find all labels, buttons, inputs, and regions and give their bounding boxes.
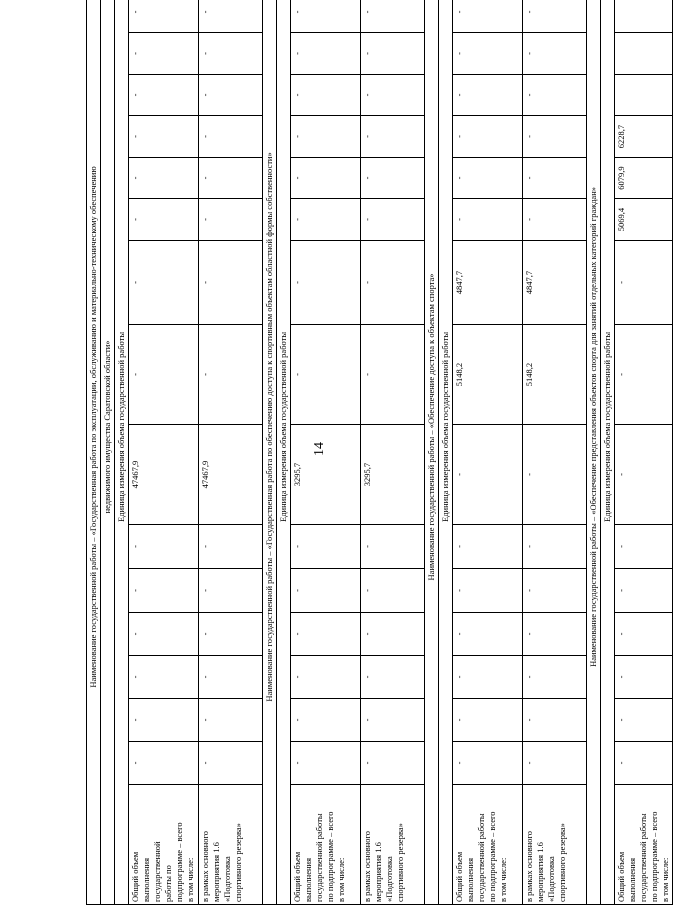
table-row bbox=[361, 0, 425, 905]
value-cell: - bbox=[361, 656, 425, 699]
value-cell: - bbox=[291, 656, 361, 699]
value-cell: - bbox=[453, 569, 523, 613]
value-cell: - bbox=[523, 569, 587, 613]
value-cell: - bbox=[523, 613, 587, 656]
value-cell: - bbox=[291, 116, 361, 158]
value-cell: - bbox=[453, 116, 523, 158]
value-cell: - bbox=[291, 158, 361, 199]
value-cell: - bbox=[199, 116, 263, 158]
value-cell: - bbox=[129, 525, 199, 569]
unit-label: Единица измерения объема государственной работы bbox=[277, 0, 291, 905]
row-label: в рамках основного мероприятия 1.6 «Подготовка спортивного резерва» bbox=[523, 785, 587, 905]
value-cell: - bbox=[361, 613, 425, 656]
value-cell: - bbox=[199, 0, 263, 33]
value-cell: - bbox=[291, 199, 361, 241]
rotated-table-sheet bbox=[86, 10, 670, 905]
value-cell bbox=[615, 75, 673, 116]
value-cell: - bbox=[615, 425, 673, 525]
section-title-row bbox=[263, 0, 277, 905]
value-cell: - bbox=[129, 158, 199, 199]
value-cell: - bbox=[453, 742, 523, 785]
value-cell: - bbox=[361, 199, 425, 241]
value-cell bbox=[615, 33, 673, 75]
value-cell: - bbox=[523, 116, 587, 158]
value-cell: - bbox=[199, 525, 263, 569]
value-cell: - bbox=[129, 33, 199, 75]
section-title: Наименование государственной работы – «Государственная работа по эксплуатации, обслуживанию и материально-техническому обеспечению bbox=[87, 0, 101, 905]
value-cell: - bbox=[291, 742, 361, 785]
value-cell: - bbox=[129, 0, 199, 33]
table-row bbox=[523, 0, 587, 905]
value-cell: 5148,2 bbox=[523, 325, 587, 425]
value-cell: - bbox=[361, 33, 425, 75]
value-cell: 4847,7 bbox=[453, 241, 523, 325]
value-cell: - bbox=[453, 158, 523, 199]
value-cell: - bbox=[453, 425, 523, 525]
value-cell: - bbox=[291, 699, 361, 742]
value-cell: - bbox=[199, 656, 263, 699]
value-cell: - bbox=[361, 742, 425, 785]
value-cell: - bbox=[129, 569, 199, 613]
table-row bbox=[453, 0, 523, 905]
section-title-row bbox=[101, 0, 115, 905]
value-cell: - bbox=[523, 656, 587, 699]
row-label: Общий объем выполнения государственной работы по подпрограмме – всего в том числе: bbox=[615, 785, 673, 905]
value-cell: - bbox=[361, 241, 425, 325]
value-cell: 47467,9 bbox=[199, 425, 263, 525]
value-cell: - bbox=[361, 325, 425, 425]
unit-row bbox=[439, 0, 453, 905]
value-cell: - bbox=[453, 613, 523, 656]
table-row bbox=[615, 0, 673, 905]
value-cell: 3295,7 bbox=[291, 425, 361, 525]
value-cell: - bbox=[291, 613, 361, 656]
value-cell: - bbox=[199, 33, 263, 75]
section-title: Наименование государственной работы – «Государственная работа по обеспечению доступа к спортивным объектам областной формы собственности» bbox=[263, 0, 277, 905]
value-cell: 4847,7 bbox=[523, 241, 587, 325]
page-number: 14 bbox=[312, 442, 327, 456]
row-label: в рамках основного мероприятия 1.6 «Подготовка спортивного резерва» bbox=[361, 785, 425, 905]
value-cell: - bbox=[291, 325, 361, 425]
value-cell: - bbox=[199, 75, 263, 116]
value-cell: - bbox=[199, 569, 263, 613]
value-cell: - bbox=[523, 525, 587, 569]
section-title: недвижимого имущества Саратовской области» bbox=[101, 0, 115, 905]
value-cell: - bbox=[129, 742, 199, 785]
value-cell: - bbox=[361, 699, 425, 742]
value-cell: - bbox=[453, 0, 523, 33]
value-cell: - bbox=[615, 525, 673, 569]
state-works-table bbox=[86, 0, 673, 905]
value-cell: - bbox=[291, 75, 361, 116]
row-label: Общий объем выполнения государственной работы по подпрограмме – всего в том числе: bbox=[291, 785, 361, 905]
section-title-row bbox=[425, 0, 439, 905]
unit-label: Единица измерения объема государственной работы bbox=[439, 0, 453, 905]
value-cell: - bbox=[523, 699, 587, 742]
row-label: Общий объем выполнения государственной работы по подпрограмме – всего в том числе: bbox=[453, 785, 523, 905]
value-cell: - bbox=[129, 699, 199, 742]
value-cell: - bbox=[523, 742, 587, 785]
section-title: Наименование государственной работы – «Обеспечение доступа к объектам спорта» bbox=[425, 0, 439, 905]
value-cell: - bbox=[615, 241, 673, 325]
value-cell: - bbox=[615, 613, 673, 656]
value-cell: - bbox=[291, 33, 361, 75]
value-cell: - bbox=[199, 742, 263, 785]
value-cell: - bbox=[523, 158, 587, 199]
value-cell bbox=[615, 0, 673, 33]
value-cell: 6079,9 bbox=[615, 158, 673, 199]
row-label: Общий объем выполнения государственной работы по подпрограмме – всего в том числе: bbox=[129, 785, 199, 905]
value-cell: - bbox=[291, 0, 361, 33]
value-cell: - bbox=[361, 116, 425, 158]
value-cell: 6228,7 bbox=[615, 116, 673, 158]
value-cell: - bbox=[453, 656, 523, 699]
value-cell: - bbox=[453, 699, 523, 742]
section-title-row bbox=[87, 0, 101, 905]
value-cell: - bbox=[291, 569, 361, 613]
value-cell: - bbox=[129, 656, 199, 699]
value-cell: - bbox=[615, 569, 673, 613]
value-cell: - bbox=[361, 525, 425, 569]
value-cell: - bbox=[199, 699, 263, 742]
value-cell: - bbox=[523, 199, 587, 241]
value-cell: - bbox=[523, 33, 587, 75]
value-cell: - bbox=[453, 525, 523, 569]
unit-row bbox=[115, 0, 129, 905]
unit-label: Единица измерения объема государственной работы bbox=[115, 0, 129, 905]
table-row bbox=[129, 0, 199, 905]
value-cell: - bbox=[291, 241, 361, 325]
value-cell: - bbox=[199, 241, 263, 325]
value-cell: 5148,2 bbox=[453, 325, 523, 425]
value-cell: - bbox=[615, 699, 673, 742]
value-cell: - bbox=[199, 325, 263, 425]
value-cell: - bbox=[453, 199, 523, 241]
value-cell: - bbox=[129, 75, 199, 116]
value-cell: - bbox=[523, 75, 587, 116]
unit-row bbox=[601, 0, 615, 905]
value-cell: - bbox=[199, 613, 263, 656]
value-cell: - bbox=[453, 75, 523, 116]
row-label: в рамках основного мероприятия 1.6 «Подготовка спортивного резерва» bbox=[199, 785, 263, 905]
value-cell: - bbox=[361, 158, 425, 199]
table-row bbox=[199, 0, 263, 905]
value-cell: 3295,7 bbox=[361, 425, 425, 525]
value-cell: - bbox=[361, 75, 425, 116]
value-cell: - bbox=[361, 569, 425, 613]
value-cell: - bbox=[129, 325, 199, 425]
value-cell: - bbox=[523, 425, 587, 525]
value-cell: - bbox=[361, 0, 425, 33]
value-cell: - bbox=[129, 241, 199, 325]
section-title: Наименование государственной работы – «Обеспечение представления объектов спорта для занятий отдельных категорий граждан» bbox=[587, 0, 601, 905]
value-cell: 5069,4 bbox=[615, 199, 673, 241]
unit-label: Единица измерения объема государственной работы bbox=[601, 0, 615, 905]
value-cell: - bbox=[291, 525, 361, 569]
value-cell: - bbox=[199, 158, 263, 199]
section-title-row bbox=[587, 0, 601, 905]
value-cell: 47467,9 bbox=[129, 425, 199, 525]
unit-row bbox=[277, 0, 291, 905]
value-cell: - bbox=[129, 199, 199, 241]
value-cell: - bbox=[453, 33, 523, 75]
value-cell: - bbox=[199, 199, 263, 241]
value-cell: - bbox=[129, 613, 199, 656]
value-cell: - bbox=[615, 325, 673, 425]
table-row bbox=[291, 0, 361, 905]
value-cell: - bbox=[615, 656, 673, 699]
value-cell: - bbox=[523, 0, 587, 33]
value-cell: - bbox=[129, 116, 199, 158]
value-cell: - bbox=[615, 742, 673, 785]
